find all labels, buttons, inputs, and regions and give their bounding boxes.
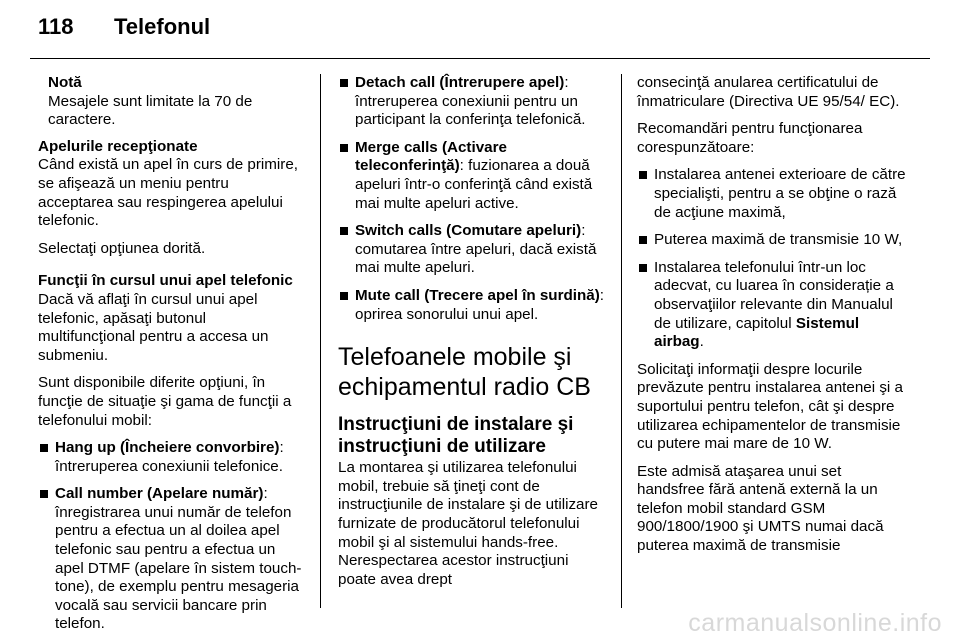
list-item-sep: : [263, 485, 268, 503]
section-title: Telefoanele mobile şi echipamentul radio CB [338, 343, 591, 402]
list-item-term: Switch calls (Comutare apeluri) [355, 222, 582, 240]
list-item-term: Call number (Apelare număr) [55, 485, 264, 503]
watermark-text: carmanualsonline.info [688, 609, 942, 637]
call-functions-text: Dacă vă aflaţi în cursul unui apel telefonic, apăsaţi butonul multifuncţional pentru a accesa un submeniu. [38, 290, 269, 364]
subsection-text: La montarea şi utilizarea telefonului mobil, trebuie să ţineţi cont de instrucţiunile de instalare şi de utilizare furnizate de producătorul telefonului mobil şi al sistemului hands-free. Nerespectarea acestor instrucţiuni poate avea drept [338, 459, 599, 588]
bullet-square-icon [340, 79, 348, 87]
list-item-sep: : [279, 439, 284, 457]
list-item-text: Puterea maximă de transmisie 10 W, [654, 231, 903, 249]
list-item [338, 222, 604, 278]
list-item-term: Mute call (Trecere apel în surdină) [355, 286, 600, 304]
list-item [637, 231, 907, 250]
incoming-calls-text: Când există un apel în curs de primire, se afişează un meniu pentru acceptarea sau respingerea apelului telefonic. [38, 156, 299, 230]
list-item-sep: : [581, 222, 586, 240]
options-text: Sunt disponibile diferite opţiuni, în funcţie de situaţie şi gama de funcţii a telefonului mobil: [38, 374, 292, 429]
certificate-text: consecinţă anularea certificatului de înmatriculare (Directiva UE 95/54/ EC). [637, 74, 900, 110]
list-item [637, 259, 907, 352]
call-functions-heading: Funcţii în cursul unui apel telefonic [38, 272, 293, 290]
list-item-text: Instalarea antenei exterioare de către specialişti, pentru a se obţine o rază de acţiune maximă, [654, 166, 906, 221]
list-item [338, 139, 604, 213]
header-rule [30, 58, 930, 59]
bullet-square-icon [340, 292, 348, 300]
recommendations-text: Recomandări pentru funcţionarea corespunzătoare: [637, 120, 863, 156]
list-item-term: Hang up (Încheiere convorbire) [55, 439, 280, 457]
bullet-square-icon [40, 490, 48, 498]
column-divider-1 [320, 74, 321, 608]
bullet-square-icon [340, 144, 348, 152]
list-item-term: Detach call (Întrerupere apel) [355, 74, 565, 91]
list-item-sep: : [599, 286, 604, 304]
bullet-square-icon [639, 171, 647, 179]
bullet-square-icon [639, 236, 647, 244]
list-item-desc: oprirea sonorului unui apel. [355, 305, 539, 323]
subsection-title: Instrucţiuni de instalare şi instrucţiuni de utilizare [338, 414, 574, 458]
list-item [637, 166, 907, 222]
note-text: Mesajele sunt limitate la 70 de caractere. [48, 92, 253, 129]
page-number: 118 [38, 14, 74, 39]
list-item [38, 439, 306, 476]
list-item-end: . [699, 333, 704, 351]
column-1 [38, 74, 306, 643]
bullet-square-icon [340, 227, 348, 235]
list-item-desc: comutarea între apeluri, dacă există mai multe apeluri. [355, 240, 597, 277]
list-item-desc: înregistrarea unui număr de telefon pentru a efectua un al doilea apel telefonic sau pentru a efectua un apel DTMF (apelare în sistem touch-tone), de exemplu pentru mesageria vocală sau servicii bancare prin telefon. [55, 503, 302, 633]
bullet-square-icon [639, 264, 647, 272]
incoming-calls-heading: Apelurile recepţionate [38, 137, 198, 155]
list-item [338, 74, 604, 130]
bullet-square-icon [40, 444, 48, 452]
list-item-desc: fuzionarea a două apeluri într-o conferinţă când există mai multe apeluri active. [355, 157, 593, 212]
list-item-text: Instalarea telefonului într-un loc adecvat, cu luarea în considerație a observaţiilor relevante din Manualul de utilizare, capitolul [654, 258, 894, 332]
list-item-desc: întreruperea conexiunii telefonice. [55, 457, 283, 475]
chapter-title: Telefonul [114, 14, 211, 39]
list-item [38, 485, 306, 634]
column-2 [338, 74, 604, 598]
select-option-text: Selectaţi opţiunea dorită. [38, 239, 206, 257]
antenna-info-text: Solicitaţi informaţii despre locurile prevăzute pentru instalarea antenei şi a suportului pentru telefon, cât şi despre utilizarea echipamentelor de transmisie cu putere mai mare de 10 W. [637, 360, 903, 453]
page-header [0, 0, 960, 60]
airbag-chapter-reference[interactable]: Sistemul airbag [654, 314, 860, 351]
handsfree-text: Este admisă ataşarea unui set handsfree fără antenă externă la un telefon mobil standard GSM 900/1800/1900 şi UMTS numai dacă puterea maximă de transmisie [637, 462, 884, 555]
list-item [338, 287, 604, 324]
list-item-desc: întreruperea conexiunii pentru un participant la conferinţa telefonică. [355, 92, 586, 129]
column-divider-2 [621, 74, 622, 608]
list-item-sep: : [459, 157, 464, 175]
note-title: Notă [48, 74, 82, 91]
column-3 [637, 74, 907, 565]
list-item-term: Merge calls (Activare teleconferinţă) [355, 138, 507, 175]
list-item-sep: : [564, 74, 569, 91]
note-box [38, 74, 306, 130]
